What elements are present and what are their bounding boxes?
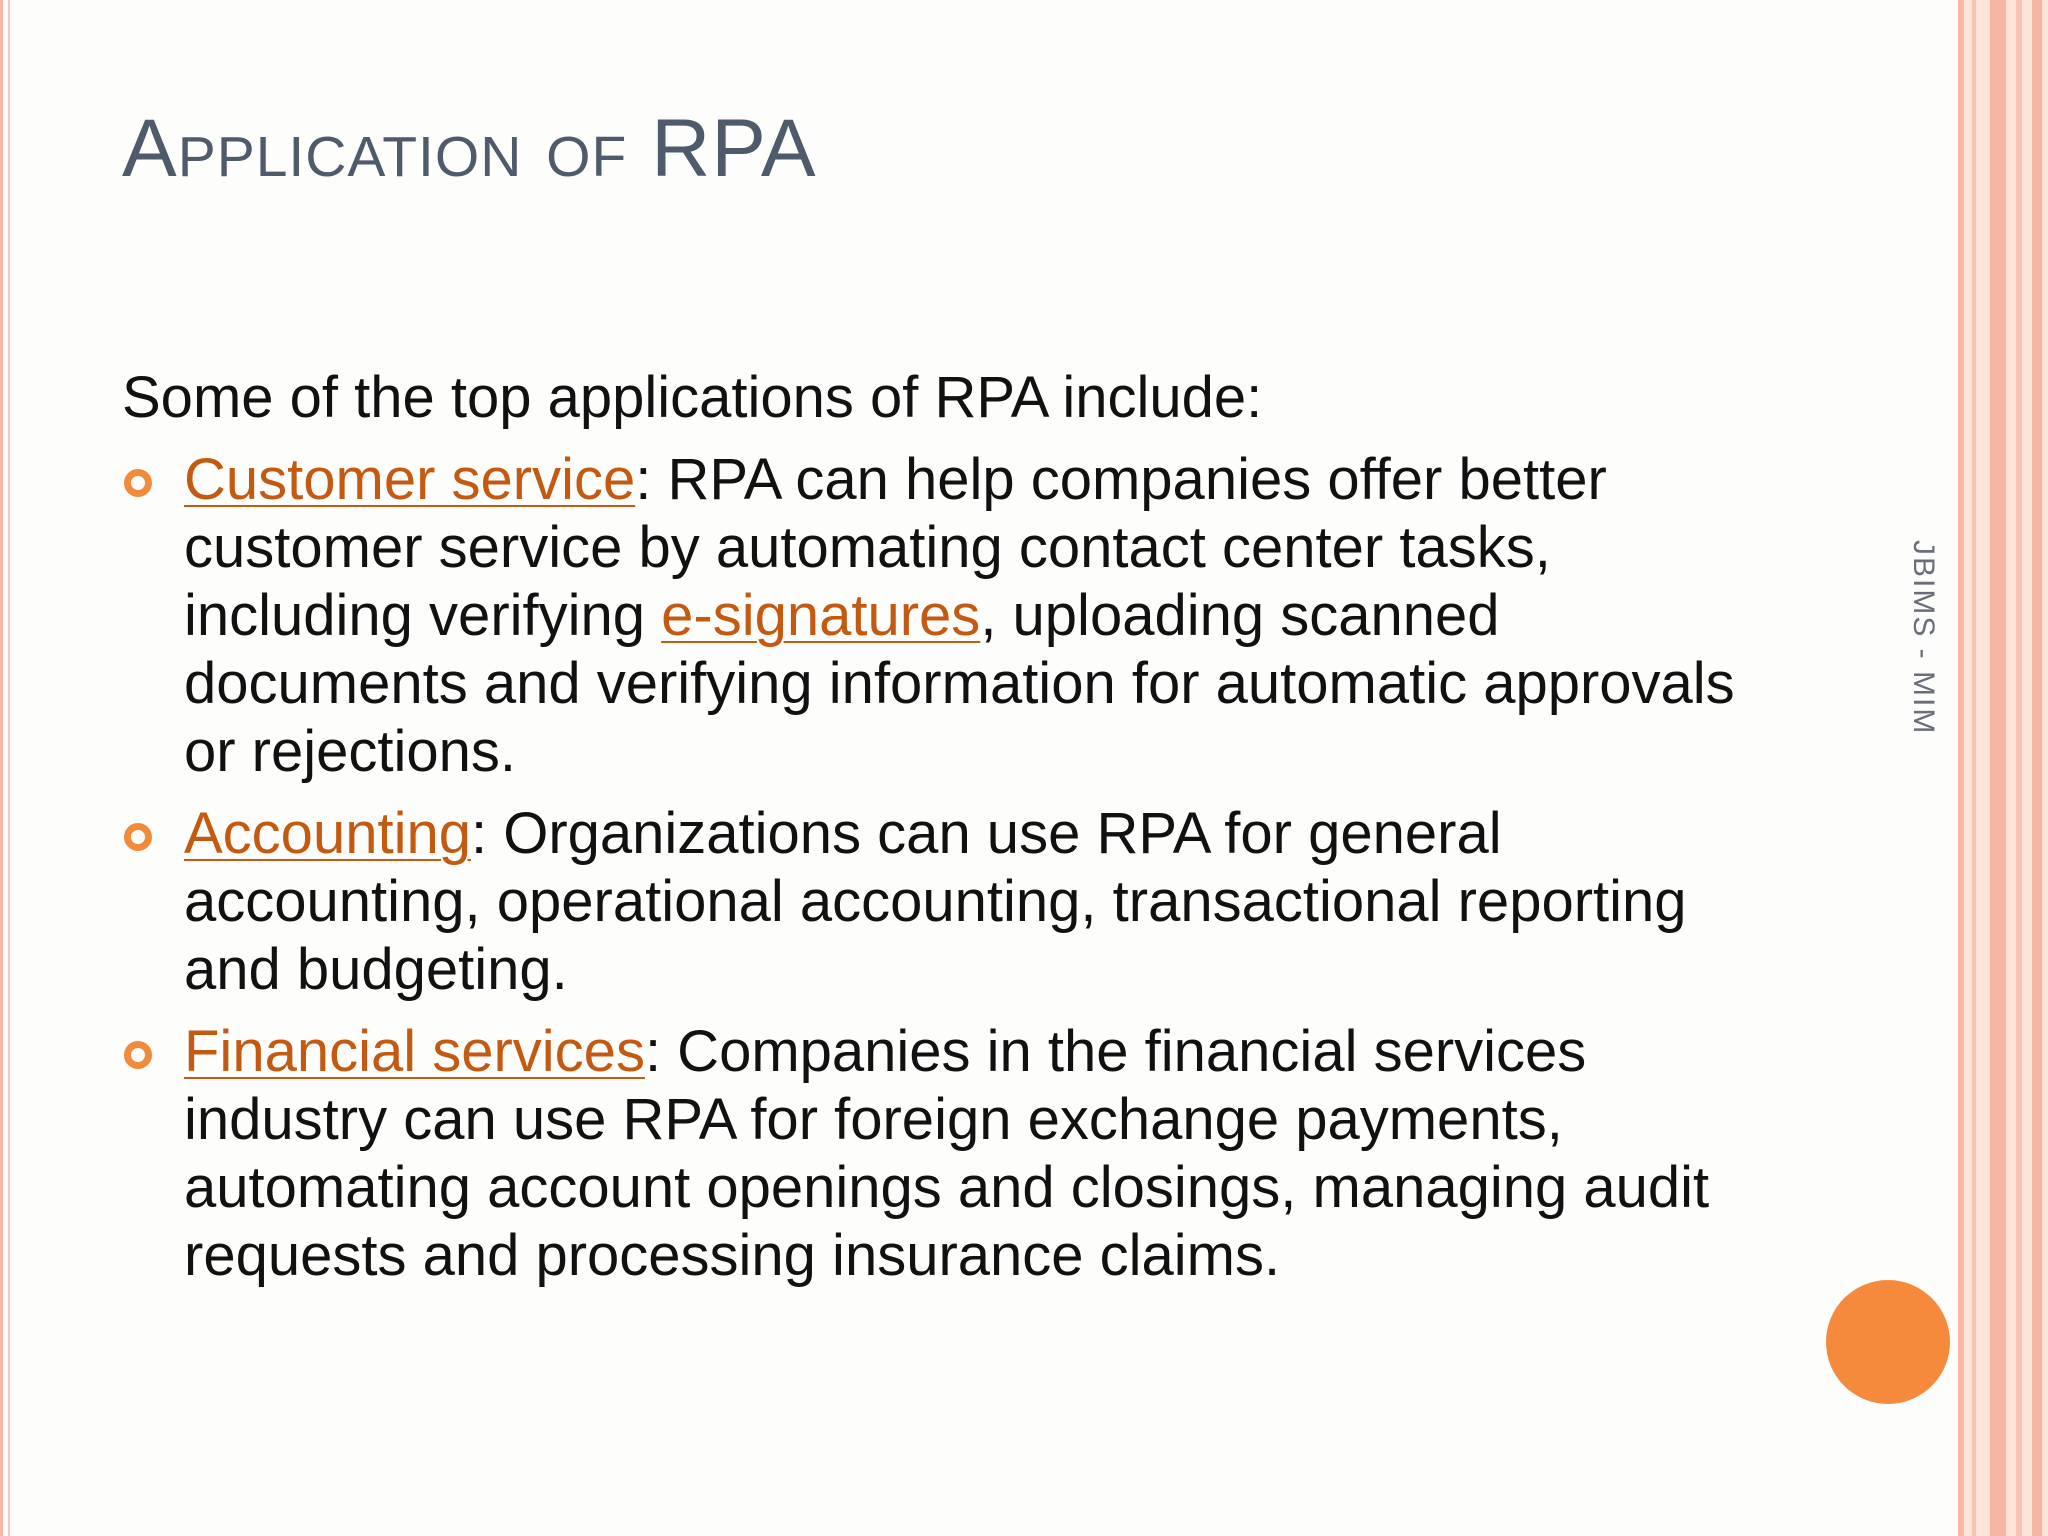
accounting-link[interactable]: Accounting bbox=[184, 801, 471, 866]
e-signatures-link[interactable]: e-signatures bbox=[661, 583, 981, 648]
bullet-text: : Organizations can use RPA for general accounting, operational accounting, transactional reporting and budgeting. bbox=[184, 801, 1687, 1002]
bullet-text: , uploading scanned documents and verifying information for automatic approvals or rejections. bbox=[184, 583, 1735, 784]
bullet-financial-services bbox=[122, 1018, 1742, 1290]
right-stripe bbox=[2016, 0, 2022, 1536]
right-stripe bbox=[1972, 0, 1976, 1536]
slide-title: Application of RPA bbox=[122, 103, 817, 194]
ring-bullet-icon bbox=[124, 1041, 152, 1069]
bullet-text: : Companies in the financial services industry can use RPA for foreign exchange payments, automating account openings and closings, managing audit requests and processing insurance claims. bbox=[184, 1019, 1710, 1288]
customer-service-link[interactable]: Customer service bbox=[184, 447, 636, 512]
right-stripe bbox=[1958, 0, 1964, 1536]
left-border-line-inner bbox=[8, 0, 10, 1536]
bullet-accounting bbox=[122, 800, 1742, 1004]
ring-bullet-icon bbox=[124, 823, 152, 851]
financial-services-link[interactable]: Financial services bbox=[184, 1019, 645, 1084]
bullet-list bbox=[122, 446, 1742, 1290]
left-border-line bbox=[0, 0, 3, 1536]
right-stripe bbox=[2032, 0, 2042, 1536]
right-stripe bbox=[1990, 0, 2006, 1536]
slide-body bbox=[122, 364, 1742, 1304]
ring-bullet-icon bbox=[124, 469, 152, 497]
vertical-footer-label: JBIMS - MIM bbox=[1907, 540, 1940, 736]
bullet-customer-service bbox=[122, 446, 1742, 786]
orange-circle-decoration bbox=[1826, 1280, 1950, 1404]
bullet-text: : RPA can help companies offer better customer service by automating contact center tasks, including verifying bbox=[184, 447, 1607, 648]
intro-text: Some of the top applications of RPA include: bbox=[122, 365, 1263, 430]
